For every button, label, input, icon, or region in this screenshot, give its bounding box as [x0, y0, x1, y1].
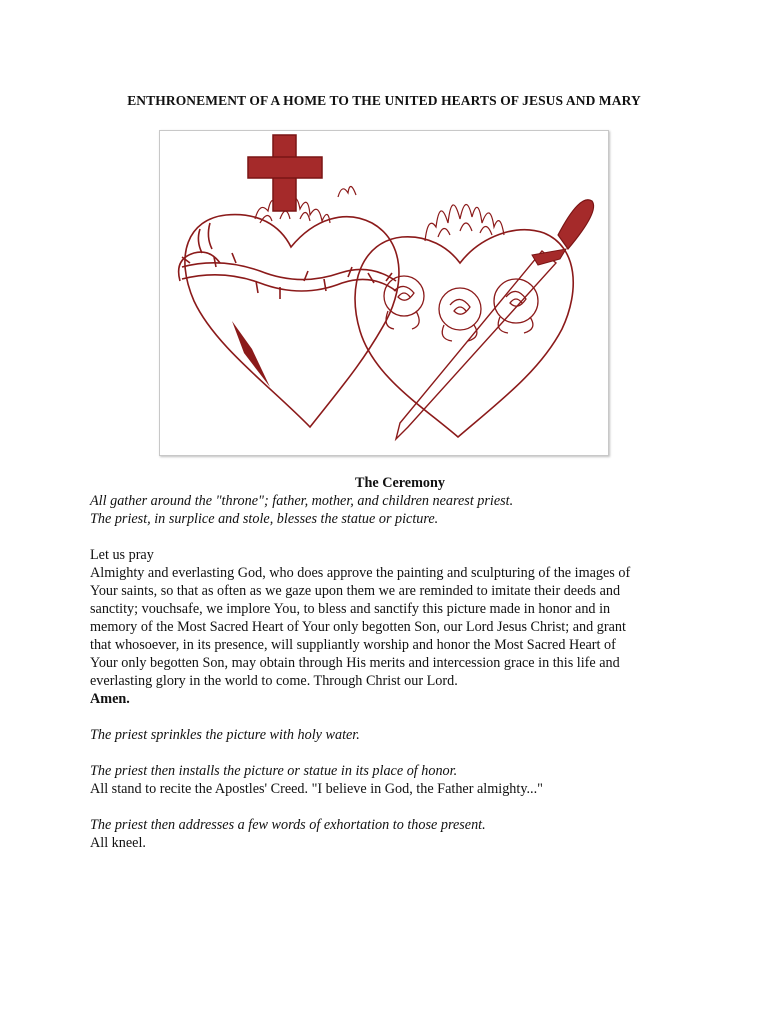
ceremony-section [90, 474, 710, 852]
creed-text: All stand to recite the Apostles' Creed. "I believe in God, the Father almighty..." [90, 781, 543, 797]
prayer-line: sanctity; vouchsafe, we implore You, to bless and sanctify this picture made in honor and in [90, 601, 611, 617]
prayer-line: Your only begotten Son, may obtain through His merits and intercession grace in this life and [90, 655, 620, 671]
prayer-line: everlasting glory in the world to come. Through Christ our Lord. [90, 673, 458, 689]
rose-icon [384, 276, 424, 329]
prayer-line: Almighty and everlasting God, who does approve the painting and sculpturing of the images of [90, 565, 631, 581]
united-hearts-illustration [159, 130, 609, 456]
rubric-text: The priest, in surplice and stole, blesses the statue or picture. [90, 511, 439, 527]
crown-of-thorns-icon [179, 223, 396, 299]
page-title: ENTHRONEMENT OF A HOME TO THE UNITED HEARTS OF JESUS AND MARY [127, 93, 641, 108]
rubric-text: The priest then addresses a few words of exhortation to those present. [90, 817, 486, 833]
flame-icon [425, 204, 504, 241]
ceremony-heading: The Ceremony [355, 475, 445, 491]
kneel-text: All kneel. [90, 835, 146, 851]
prayer-line: Your saints, so that as often as we gaze upon them we are reminded to imitate their deeds and [90, 583, 621, 599]
prayer-heading: Let us pray [90, 547, 154, 563]
sacred-heart-icon [185, 215, 399, 427]
cross-icon [248, 135, 322, 211]
rubric-text: All gather around the "throne"; father, mother, and children nearest priest. [90, 493, 514, 509]
prayer-line: that whosoever, in its presence, will suppliantly worship and honor the Most Sacred Heart of [90, 637, 616, 653]
rubric-text: The priest sprinkles the picture with holy water. [90, 727, 360, 743]
wound-icon [232, 321, 270, 387]
rubric-text: The priest then installs the picture or statue in its place of honor. [90, 763, 458, 779]
prayer-line: memory of the Most Sacred Heart of Your only begotten Son, our Lord Jesus Christ; and grant [90, 619, 626, 635]
amen-text: Amen. [90, 691, 130, 707]
